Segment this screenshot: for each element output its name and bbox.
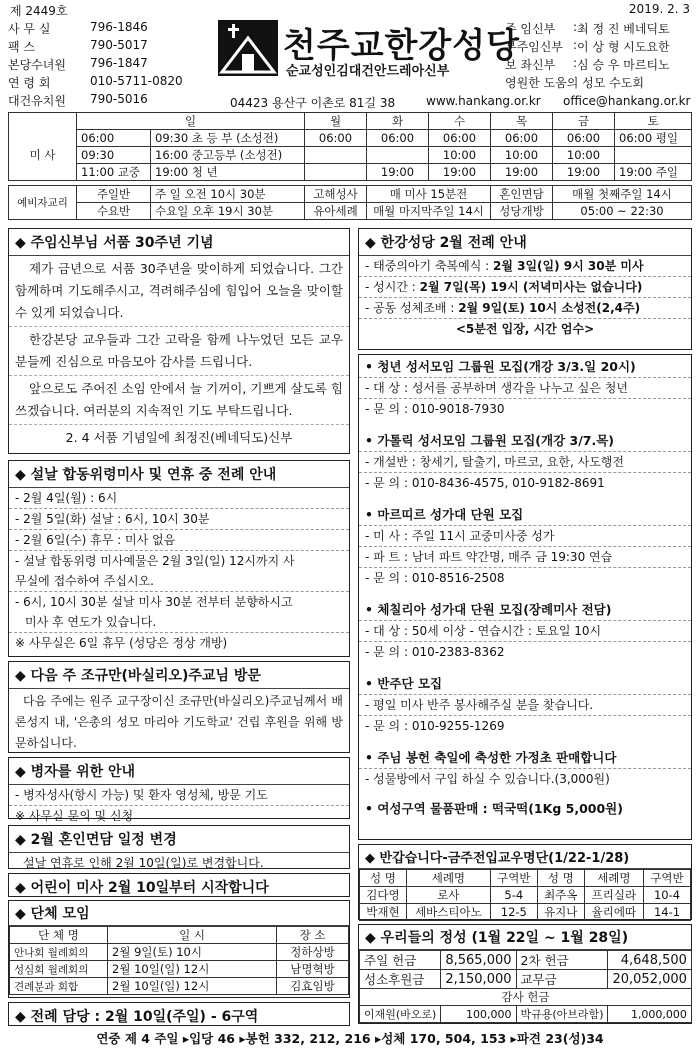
table-row: 견례분과 회합 2월 10일(일) 12시 김효임방 [10, 978, 349, 995]
website-link[interactable]: www.hankang.or.kr [426, 94, 541, 108]
recruit-line: - 파 트 : 남녀 파트 약간명, 매주 금 19:30 연습 [359, 547, 691, 568]
recruit-item [359, 355, 691, 419]
contact-row: 대건유치원 790-5016 [8, 92, 148, 108]
table-row: 주일 헌금 8,565,000 2차 헌금 4,648,500 [360, 951, 692, 970]
liturgy-line: - 성시간 : 2월 7일(목) 19시 (저녁미사는 없습니다) [359, 277, 691, 298]
seollal-line: - 2월 6일(수) 휴무 : 미사 없음 [9, 530, 349, 551]
table-row: 안나회 월례회의 2월 9일(토) 10시 정하상방 [10, 944, 349, 961]
february-liturgy-section [358, 228, 692, 350]
day-header: 월 [305, 113, 367, 130]
clergy-list [505, 20, 695, 92]
groups-title: ◆ 단체 모임 [9, 901, 349, 926]
address: 04423 용산구 이촌로 81길 38 [230, 96, 396, 110]
recruit-line: - 문 의 : 010-8436-4575, 010-9182-8691 [365, 476, 605, 490]
newcomers-title: ◆ 반갑습니다-금주전입교우명단(1/22-1/28) [359, 845, 691, 869]
recruit-line: - 미 사 : 주일 11시 교중미사중 성가 [359, 526, 691, 547]
table-row: 이재원(바오로) 100,000 박규용(아브라함) 1,000,000 [360, 1006, 692, 1023]
recruit-line: - 대 상 : 성서를 공부하며 생각을 나누고 싶은 청년 [359, 378, 691, 399]
parish-subtitle: 순교성인김대건안드레아신부 [286, 64, 450, 79]
thanks-header-row [360, 989, 692, 1006]
seollal-line: - 2월 4일(월) : 6시 [9, 488, 349, 509]
bishop-visit-title: ◆ 다음 주 조규만(바실리오)주교님 방문 [9, 662, 349, 689]
liturgy-note: <5분전 입장, 시간 엄수> [455, 322, 595, 336]
parish-info-table [8, 185, 692, 220]
clergy-row: 보 좌신부 : 심 승 우 마르티노 [505, 56, 670, 72]
parish-name: 천주교한강성당 [283, 26, 520, 66]
recruit-line: - 대 상 : 50세 이상 - 연습시간 : 토요일 10시 [359, 621, 691, 642]
contact-list [8, 20, 218, 110]
anniversary-title: ◆ 주임신부님 서품 30주년 기념 [9, 229, 349, 256]
info-row: 예비자교리 주일반 주 일 오전 10시 30분 고해성사 매 미사 15분전 혼인면담 매월 첫째주일 14시 [9, 186, 692, 203]
kids-mass-section [8, 873, 350, 897]
liturgy-duty-title: ◆ 전례 담당 : 2월 10일(주일) - 6구역 [15, 1009, 259, 1025]
liturgy-line: - 태중의아기 축복예식 : 2월 3일(일) 9시 30분 미사 [359, 256, 691, 277]
contact-row: 연 령 회 010-5711-0820 [8, 74, 183, 90]
table-row: 성소후원금 2,150,000 교무금 20,052,000 [360, 970, 692, 989]
groups-header-row: 단 체 명 일 시 장 소 [10, 927, 349, 944]
recruit-line: - 문 의 : 010-9018-7930 [365, 402, 505, 416]
mass-label: 미 사 [9, 130, 77, 181]
table-row: 성심회 월례회의 2월 10일(일) 12시 남명혁방 [10, 961, 349, 978]
hymn-footer: 연중 제 4 주일 ▸입당 46 ▸봉헌 332, 212, 216 ▸성체 170, 504, 153 ▸파견 23(성)34 [96, 1031, 604, 1046]
issue-number: 제 2449호 [10, 4, 68, 18]
recruit-title: • 여성구역 물품판매 : 떡국떡(1Kg 5,000원) [365, 801, 623, 816]
table-row: 박재현 세바스티아노 12-5 유지나 율리에따 14-1 [360, 904, 691, 921]
recruit-item [359, 748, 691, 789]
groups-table [9, 926, 349, 995]
recruit-line: - 문 의 : 010-9255-1269 [365, 719, 505, 733]
marriage-title: ◆ 2월 혼인면담 일정 변경 [9, 826, 349, 853]
seollal-title: ◆ 설날 합동위령미사 및 연휴 중 전례 안내 [9, 461, 349, 488]
recruit-title: • 주님 봉헌 축일에 축성한 가정초 판매합니다 [359, 748, 691, 769]
seollal-line: 무실에 접수하여 주십시오. [9, 571, 349, 592]
newcomers-section [358, 844, 692, 920]
newcomers-header-row: 성 명 세례명 구역반 성 명 세례명 구역반 [360, 870, 691, 887]
table-row: 김다영 로사 5-4 최주옥 프리실라 10-4 [360, 887, 691, 904]
recruit-title: • 마르띠르 성가대 단원 모집 [359, 505, 691, 526]
seollal-line: - 설날 합동위령 미사예물은 2월 3일(일) 12시까지 사 [15, 554, 295, 568]
recruit-line: - 문 의 : 010-8516-2508 [365, 571, 505, 585]
anniversary-signature: 2. 4 서품 기념일에 최정진(베네딕도)신부 [65, 430, 293, 445]
day-header: 수 [429, 113, 491, 130]
contact-row: 팩 스 790-5017 [8, 38, 148, 54]
liturgy-line: - 공동 성체조배 : 2월 9일(토) 10시 소성전(2,4주) [359, 298, 691, 319]
mass-row: 11:00 교중 19:00 청 년 19:00 19:00 19:00 19:00 19:00 주일 [9, 164, 692, 181]
mass-schedule-table [8, 112, 692, 181]
clergy-row: 주 임신부 : 최 정 진 베네딕토 [505, 20, 670, 36]
recruit-title: • 체칠리아 성가대 단원 모집(장례미사 전담) [359, 600, 691, 621]
recruit-title: • 가톨릭 성서모임 그룹원 모집(개강 3/7.목) [359, 431, 691, 452]
mass-row: 미 사 06:00 09:30 초 등 부 (소성전) 06:00 06:00 06:00 06:00 06:00 06:00 평일 [9, 130, 692, 147]
anniversary-paragraph: 제가 금년으로 서품 30주년을 맞이하게 되었습니다. 그간 함께하며 기도해주시고, 격려해주심에 힘입어 오늘을 맞이할 수 있게 되었습니다. [9, 256, 349, 327]
clergy-row: 부주임신부 : 이 상 형 시도요한 [505, 38, 670, 54]
newcomers-table [359, 869, 691, 921]
bishop-visit-text: 다음 주에는 원주 교구장이신 조규만(바실리오)주교님께서 배론성지 내, '은총의 성모 마리아 기도학교' 건립 후원을 위해 방문하십니다. [15, 694, 343, 750]
seollal-line: 미사 후 연도가 있습니다. [9, 612, 349, 633]
recruit-item [359, 431, 691, 493]
offering-table [359, 950, 692, 1023]
february-liturgy-title: ◆ 한강성당 2월 전례 안내 [359, 229, 691, 256]
thanks-label: 감사 헌금 [360, 989, 692, 1006]
sick-care-title: ◆ 병자를 위한 안내 [9, 758, 349, 785]
contact-row: 본당수녀원 796-1847 [8, 56, 148, 72]
recruit-item [359, 674, 691, 736]
day-header: 화 [367, 113, 429, 130]
offering-section [358, 924, 692, 1024]
recruit-item [359, 600, 691, 662]
recruit-line: - 평일 미사 반주 봉사해주실 분을 찾습니다. [359, 695, 691, 716]
offering-title: ◆ 우리들의 정성 (1월 22일 ~ 1월 28일) [359, 925, 691, 950]
recruit-line: - 성물방에서 구입 하실 수 있습니다.(3,000원) [365, 772, 610, 786]
sick-care-line: - 병자성사(항시 가능) 및 환자 영성체, 방문 기도 [9, 785, 349, 806]
day-header: 금 [553, 113, 615, 130]
nuns-info: 영원한 도움의 성모 수도회 [505, 76, 644, 90]
recruit-title: • 청년 성서모임 그룹원 모집(개강 3/3.일 20시) [359, 357, 691, 378]
recruit-item [359, 505, 691, 588]
recruit-line: - 문 의 : 010-2383-8362 [365, 645, 505, 659]
seollal-line: - 6시, 10시 30분 설날 미사 30분 전부터 분향하시고 [15, 595, 293, 609]
seollal-section [8, 460, 350, 657]
marriage-section [8, 825, 350, 869]
seollal-line: - 2월 5일(화) 설날 : 6시, 10시 30분 [9, 509, 349, 530]
seollal-note: ※ 사무실은 6일 휴무 (성당은 정상 개방) [15, 636, 228, 650]
contact-row: 사 무 실 796-1846 [8, 20, 148, 36]
mass-days-row [9, 113, 692, 130]
mass-row: 09:30 16:00 중고등부 (소성전) 10:00 10:00 10:00 [9, 147, 692, 164]
catechism-label: 예비자교리 [9, 186, 77, 220]
church-logo-icon [218, 20, 278, 76]
anniversary-section [8, 228, 350, 454]
issue-date: 2019. 2. 3 [628, 2, 690, 16]
marriage-text: 설날 연휴로 인해 2월 10일(일)로 변경합니다. [23, 856, 264, 870]
info-row: 수요반 수요일 오후 19시 30분 유아세례 매월 마지막주일 14시 성당개방 05:00 ~ 22:30 [9, 203, 692, 220]
anniversary-paragraph: 한강본당 교우들과 그간 고락을 함께 나누었던 모든 교우분들께 진심으로 마음모아 감사를 드립니다. [9, 327, 349, 376]
email-link[interactable]: office@hankang.or.kr [563, 94, 691, 108]
day-header: 일 [77, 113, 305, 130]
bishop-visit-section [8, 661, 350, 753]
day-header: 토 [615, 113, 692, 130]
anniversary-paragraph: 앞으로도 주어진 소임 안에서 늘 기꺼이, 기쁘게 살도록 힘쓰겠습니다. 여러분의 지속적인 기도 부탁드립니다. [9, 376, 349, 425]
day-header: 목 [491, 113, 553, 130]
recruit-item [359, 799, 691, 819]
recruit-line: - 개설반 : 창세기, 탈출기, 마르코, 요한, 사도행전 [359, 452, 691, 473]
liturgy-duty-section [8, 1002, 350, 1026]
kids-mass-title: ◆ 어린이 미사 2월 10일부터 시작합니다 [15, 880, 269, 896]
groups-section [8, 900, 350, 998]
sick-care-section [8, 757, 350, 823]
sick-care-line: ※ 사무실 문의 및 신청 [15, 809, 134, 823]
recruit-title: • 반주단 모집 [359, 674, 691, 695]
recruitment-section [358, 354, 692, 840]
